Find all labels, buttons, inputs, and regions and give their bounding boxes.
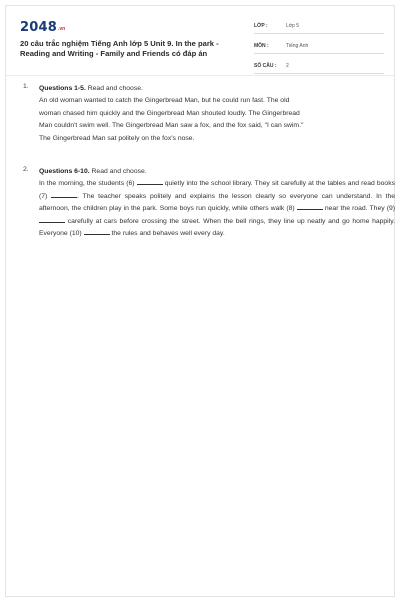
answer-blank-8[interactable] [297,203,323,210]
answer-blank-6[interactable] [137,178,163,185]
question-heading-label: Questions 1-5. [39,85,86,92]
document-title-line: 20 câu trắc nghiệm Tiếng Anh lớp 5 Unit 9. In the park - [20,39,219,48]
answer-blank-9[interactable] [39,216,65,223]
passage-text: carefully at cars before crossing the street. When the bell rings, they line up neatly and go home happily. Everyone (10) [39,217,395,238]
question-heading [39,83,395,95]
meta-row-class [254,18,384,34]
question-body [39,166,395,240]
question-number: 1. [23,83,29,90]
passage-line: The Gingerbread Man sat politely on the fox's nose. [39,134,195,142]
logo-domain: .vn [57,26,66,32]
meta-row-count [254,58,384,74]
document-page [5,5,395,597]
meta-label: LỚP : [254,23,268,29]
passage-line: woman chased him quickly and the Gingerbread Man shouted loudly. The Gingerbread [39,109,300,117]
passage-text: quietly into the school library. They sit carefully at the tables and read books (7) [39,180,395,200]
passage-text: In the morning, the students (6) [39,180,135,188]
passage-paragraph [39,178,395,240]
question-instruction: Read and choose. [85,85,143,92]
passage-text: . The teacher speaks politely and explains the lesson clearly so everyone can understand. In the afternoon, the children play in the park. Some boys run quickly, while others walk (8) [39,192,395,213]
passage-text: near the road. They (9) [322,205,396,213]
site-logo[interactable] [20,20,65,34]
question-number: 2. [23,166,29,173]
question-instruction: Read and choose. [89,168,147,175]
answer-blank-7[interactable] [51,191,77,198]
document-title [20,39,242,59]
meta-value: Tiếng Anh [286,43,309,49]
meta-label: SỐ CÂU : [254,63,277,69]
passage-line: An old woman wanted to catch the Gingerbread Man, but he could run fast. The old [39,97,290,105]
document-meta [254,18,384,78]
question-heading [39,166,395,178]
question-body [39,83,395,145]
meta-value: 2 [286,63,289,69]
passage-text: the rules and behaves well every day. [109,230,225,238]
meta-row-subject [254,38,384,54]
logo-number: 2048 [20,20,57,35]
document-title-line: Reading and Writing - Family and Friends có đáp án [20,49,208,58]
answer-blank-10[interactable] [84,228,110,235]
question-heading-label: Questions 6-10. [39,168,90,175]
meta-label: MÔN : [254,43,269,49]
meta-value: Lớp 5 [286,23,300,29]
passage-line: Man couldn't swim well. The Gingerbread Man saw a fox, and the fox said, "I can swim." [39,122,304,130]
document-header [6,6,394,76]
